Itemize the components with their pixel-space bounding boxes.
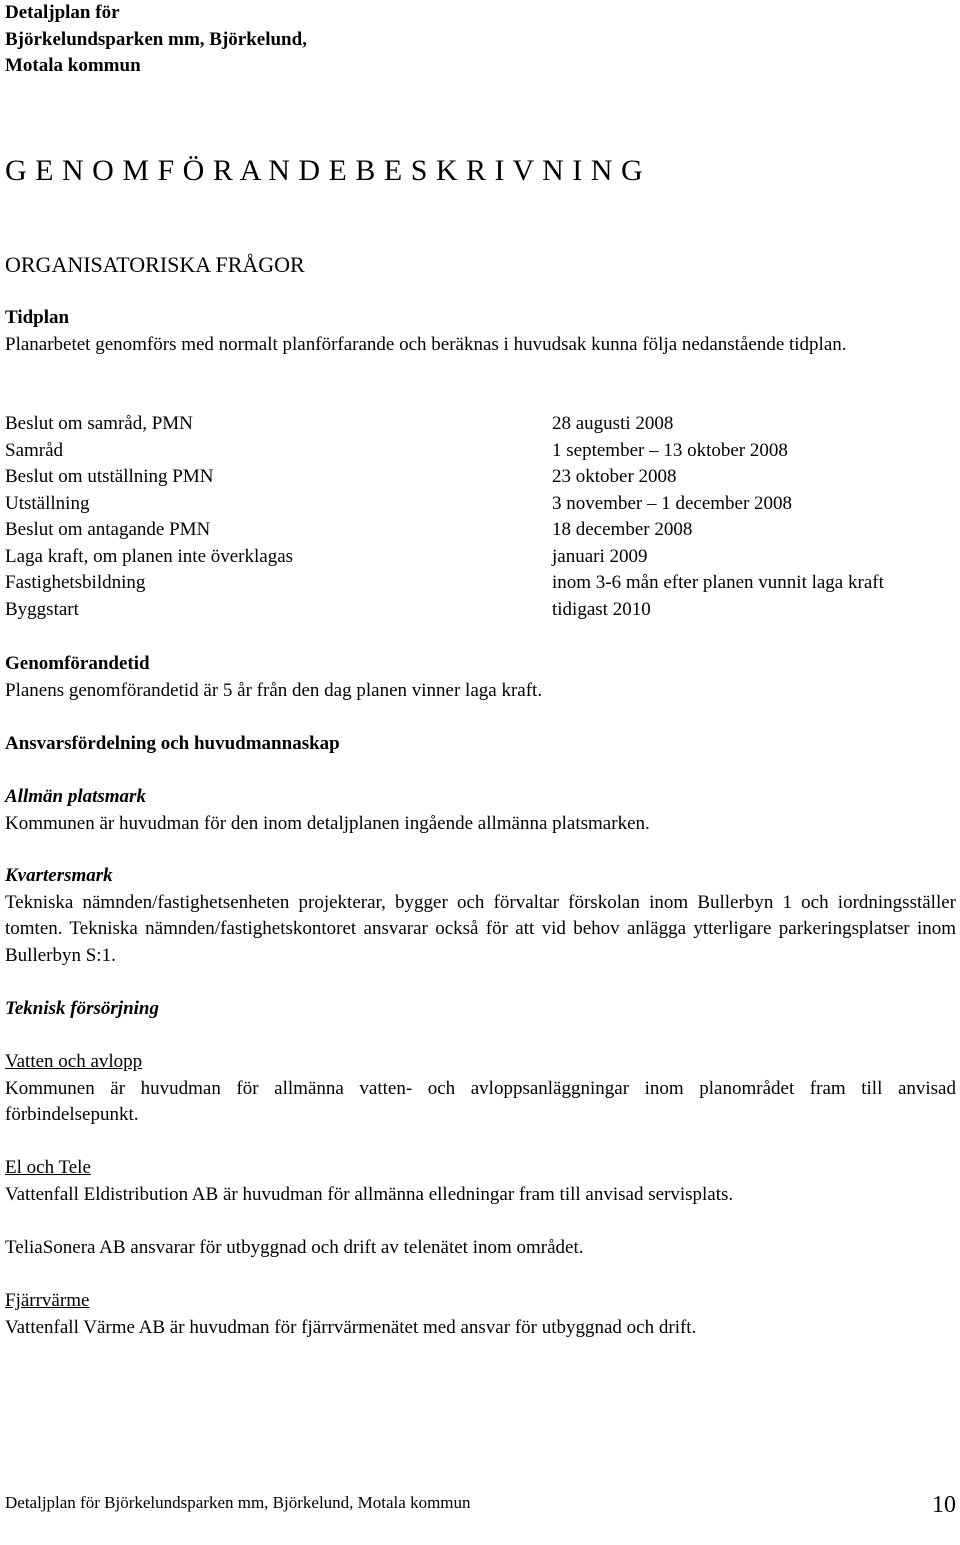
schedule-value: 23 oktober 2008 (552, 466, 677, 487)
schedule-value: 18 december 2008 (552, 519, 693, 540)
kvartersmark-section (5, 863, 956, 969)
schedule-row (5, 491, 960, 518)
page-number: 10 (932, 1492, 956, 1518)
schedule-value: 28 augusti 2008 (552, 413, 674, 434)
tidplan-section (5, 305, 956, 358)
tele-section (5, 1235, 956, 1262)
schedule-label: Beslut om antagande PMN (5, 519, 211, 540)
schedule-value: 1 september – 13 oktober 2008 (552, 439, 788, 461)
genomforandetid-text: Planens genomförandetid är 5 år från den dag planen vinner laga kraft. (5, 679, 543, 701)
allman-platsmark-section (5, 784, 956, 837)
schedule-value: tidigast 2010 (552, 598, 651, 620)
schedule-row (5, 464, 960, 491)
header-line-3: Motala kommun (5, 55, 141, 76)
schedule-value: inom 3-6 mån efter planen vunnit laga kraft (552, 572, 884, 593)
schedule-row (5, 411, 960, 438)
vatten-avlopp-text: Kommunen är huvudman för allmänna vatten- och avloppsanläggningar inom planområdet fram till anvisad förbindelsepunkt. (5, 1077, 956, 1125)
tidplan-intro: Planarbetet genomförs med normalt planförfarande och beräknas i huvudsak kunna följa nedanstående tidplan. (5, 333, 847, 355)
schedule-value: januari 2009 (552, 545, 648, 567)
section-title-organisatoriska: ORGANISATORISKA FRÅGOR (5, 252, 305, 277)
el-tele-section (5, 1155, 956, 1208)
genomforandetid-section (5, 651, 956, 704)
genomforandetid-heading: Genomförandetid (5, 653, 150, 674)
fjarrvarme-heading: Fjärrvärme (5, 1290, 90, 1311)
schedule-label: Utställning (5, 492, 90, 514)
kvartersmark-heading: Kvartersmark (5, 865, 113, 886)
ansvar-section (5, 731, 956, 758)
vatten-avlopp-section (5, 1049, 956, 1129)
el-tele-text-2: TeliaSonera AB ansvarar för utbyggnad och drift av telenätet inom området. (5, 1237, 584, 1258)
fjarrvarme-text: Vattenfall Värme AB är huvudman för fjärrvärmenätet med ansvar för utbyggnad och drift. (5, 1316, 697, 1338)
schedule-label: Beslut om samråd, PMN (5, 413, 193, 434)
allman-platsmark-text: Kommunen är huvudman för den inom detaljplanen ingående allmänna platsmarken. (5, 812, 650, 834)
header-line-2: Björkelundsparken mm, Björkelund, (5, 28, 307, 50)
header-line-1: Detaljplan för (5, 2, 120, 23)
el-tele-text-1: Vattenfall Eldistribution AB är huvudman för allmänna elledningar fram till anvisad servisplats. (5, 1183, 734, 1205)
teknisk-heading: Teknisk försörjning (5, 998, 159, 1019)
document-header (5, 0, 956, 80)
schedule-row (5, 544, 960, 571)
schedule-label: Samråd (5, 439, 64, 461)
schedule-label: Beslut om utställning PMN (5, 466, 214, 487)
teknisk-section (5, 996, 956, 1023)
fjarrvarme-section (5, 1288, 956, 1341)
page-footer (5, 1490, 956, 1520)
schedule-value: 3 november – 1 december 2008 (552, 492, 793, 514)
ansvar-heading: Ansvarsfördelning och huvudmannaskap (5, 733, 340, 754)
tidplan-heading: Tidplan (5, 307, 70, 328)
schedule-row (5, 570, 960, 597)
allman-platsmark-heading: Allmän platsmark (5, 786, 146, 807)
schedule-table (5, 411, 960, 623)
el-tele-heading: El och Tele (5, 1157, 91, 1178)
footer-text: Detaljplan för Björkelundsparken mm, Björkelund, Motala kommun (5, 1493, 471, 1512)
schedule-row (5, 438, 960, 465)
kvartersmark-text: Tekniska nämnden/fastighetsenheten projekterar, bygger och förvaltar förskolan inom Bullerbyn 1 och iordningsställer tomten. Tekniska nämnden/fastighetskontoret ansvarar också för att vid behov anlägga ytterligare parkeringsplatser inom Bullerbyn S:1. (5, 891, 956, 966)
vatten-avlopp-heading: Vatten och avlopp (5, 1051, 143, 1072)
document-page (5, 0, 956, 80)
schedule-row (5, 597, 960, 624)
schedule-label: Byggstart (5, 598, 79, 620)
schedule-label: Fastighetsbildning (5, 572, 146, 593)
schedule-label: Laga kraft, om planen inte överklagas (5, 545, 294, 567)
schedule-row (5, 517, 960, 544)
document-title: G E N O M F Ö R A N D E B E S K R I V N I N G (5, 154, 644, 187)
